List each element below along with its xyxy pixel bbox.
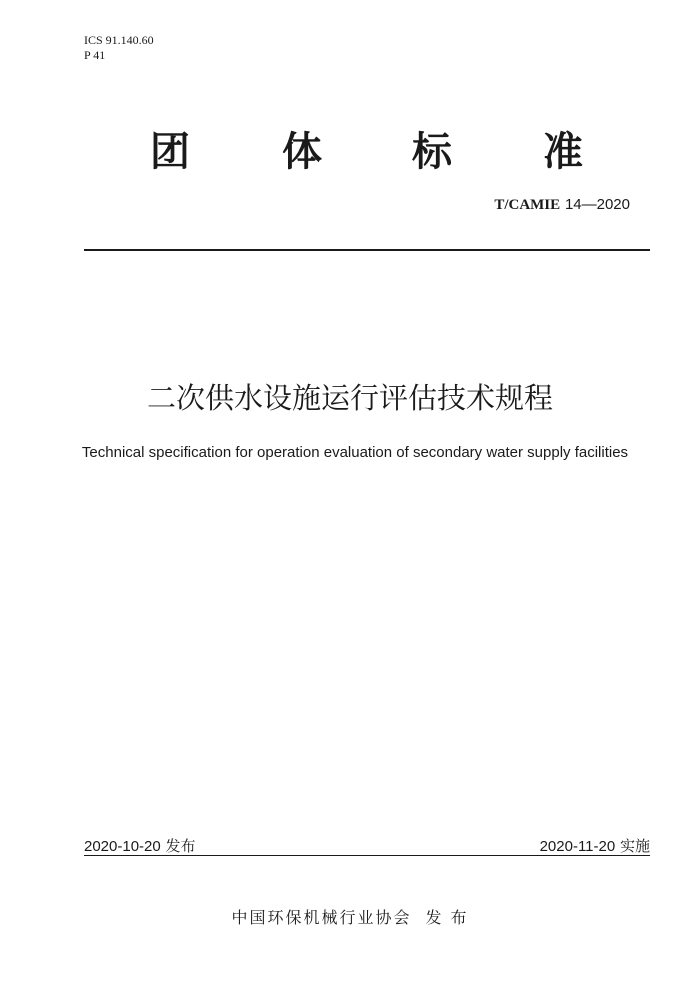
implement-date-line: [540, 835, 650, 856]
standard-code-prefix: T/CAMIE: [494, 197, 561, 213]
ccs-code: P 41: [84, 48, 106, 62]
document-title-chinese: 二次供水设施运行评估技术规程: [146, 381, 553, 415]
standard-code-number: 14—2020: [564, 196, 630, 213]
category-char-1: 团: [150, 129, 190, 175]
publish-date-line: [84, 835, 196, 856]
classification-codes: [84, 33, 154, 63]
standard-category-heading: [0, 128, 700, 178]
header-divider: [84, 249, 650, 251]
ics-code: ICS 91.140.60: [84, 33, 154, 47]
category-char-2: 体: [282, 129, 322, 175]
publisher-line: [0, 905, 700, 928]
document-title-english: Technical specification for operation evaluation of secondary water supply facilities: [81, 444, 629, 461]
footer-divider: [84, 855, 650, 856]
publish-date: 2020-10-20: [84, 838, 161, 855]
standard-code: [494, 195, 630, 214]
publisher-action: 发 布: [425, 908, 469, 927]
publish-label: 发布: [165, 837, 196, 855]
implement-label: 实施: [619, 837, 650, 855]
implement-date: 2020-11-20: [539, 838, 616, 855]
publisher-name: 中国环保机械行业协会: [231, 908, 412, 927]
category-char-3: 标: [412, 129, 452, 175]
category-char-4: 准: [543, 129, 583, 175]
